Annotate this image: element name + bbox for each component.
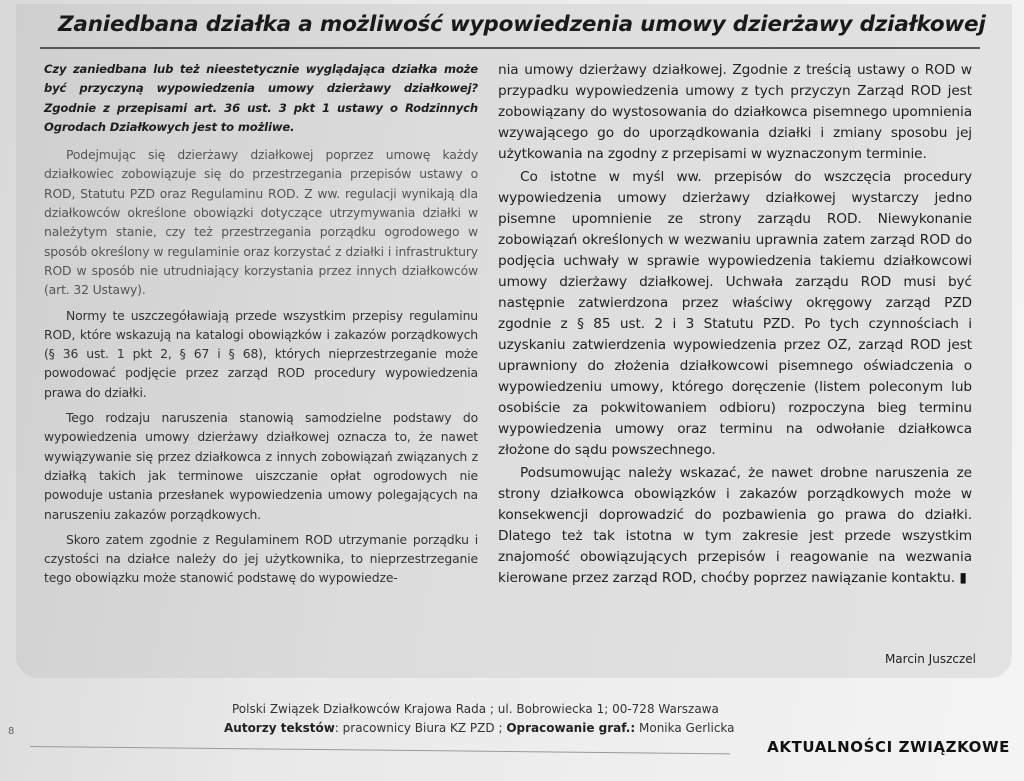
article-paragraph: Normy te uszczegóławiają przede wszystkim przepisy regulaminu ROD, które wskazują na katalogi obowiązków i zakazów porządkowych (§ 36 ust. 1 pkt 2, § 67 i § 68), których nieprzestrzeganie może powodować podjęcie przez zarząd ROD procedury wypowiedzenia prawa do działki.: [44, 307, 478, 400]
article-paragraph-continued: nia umowy dzierżawy działkowej. Zgodnie z treścią ustawy o ROD w przypadku wypowiedzenia umowy z tych przyczyn Zarząd ROD jest zobowiązany do wystosowania do działkowca pisemnego upomnienia wzywającego go do uporządkowania działki i zmiany sposobu jej użytkowania na zgodny z przepisami w wyznaczonym terminie.: [498, 62, 972, 162]
section-name: AKTUALNOŚCI ZWIĄZKOWE: [767, 738, 1010, 756]
footer-publisher: Polski Związek Działkowców Krajowa Rada ; ul. Bobrowiecka 1; 00-728 Warszawa: [232, 702, 719, 716]
article-lead: Czy zaniedbana lub też nieestetycznie wyglądająca działka może być przyczyną wypowiedzenia umowy dzierżawy działkowej? Zgodnie z przepisami art. 36 ust. 3 pkt 1 ustawy o Rodzinnych Ogrodach Działkowych jest to możliwe.: [44, 62, 478, 134]
footer-credits: [224, 719, 792, 738]
footer-graphics-label: Opracowanie graf.:: [506, 721, 636, 735]
article-column-left: [44, 60, 478, 588]
article-paragraph: Skoro zatem zgodnie z Regulaminem ROD utrzymanie porządku i czystości na działce należy do jej użytkownika, to nieprzestrzeganie tego obowiązku może stanowić podstawę do wypowiedze-: [44, 531, 478, 586]
page-footer: [224, 700, 792, 738]
footer-graphics-value: Monika Gerlicka: [639, 721, 735, 735]
article-paragraph: Tego rodzaju naruszenia stanowią samodzielne podstawy do wypowiedzenia umowy dzierżawy działkowej oznacza to, że nawet wywiązywanie się przez działkowca z innych zobowiązań związanych z działką takich jak terminowe uiszczanie opłat ogrodowych nie powoduje ustania przesłanek wypowiedzenia umowy polegających na naruszeniu zakazów porządkowych.: [44, 410, 478, 522]
title-underline: [40, 47, 980, 49]
article-paragraph: Co istotne w myśl ww. przepisów do wszczęcia procedury wypowiedzenia umowy dzierżawy działkowej wystarczy jedno pisemne upomnienie ze strony zarządu ROD. Niewykonanie zobowiązań określonych w wezwaniu uprawnia zatem zarząd ROD do podjęcia uchwały w sprawie wypowiedzenia takiemu działkowcowi umowy dzierżawy działkowej. Uchwała zarządu ROD musi być następnie zatwierdzona przez właściwy okręgowy zarząd PZD zgodnie z § 85 ust. 2 i 3 Statutu PZD. Po tych czynnościach i uzyskaniu zatwierdzenia wypowiedzenia przez OZ, zarząd ROD jest uprawniony do złożenia działkowcowi pisemnego oświadczenia o wypowiedzeniu umowy, którego doręczenie (listem poleconym lub osobiście za pokwitowaniem odbioru) rozpoczyna bieg terminu wypowiedzenia umowy oraz terminu na odwołanie działkowca złożone do sądu powszechnego.: [498, 169, 972, 458]
footer-rule: [30, 746, 730, 754]
article-author: Marcin Juszczel: [884, 652, 976, 666]
footer-authors-value: : pracownicy Biura KZ PZD ;: [334, 721, 503, 735]
article-paragraph-final: [498, 463, 972, 589]
article-column-right: [498, 60, 972, 589]
page-number: 8: [8, 726, 15, 737]
footer-authors-label: Autorzy tekstów: [224, 721, 335, 735]
article-title: Zaniedbana działka a możliwość wypowiedzenia umowy dzierżawy działkowej: [58, 12, 986, 37]
end-of-article-mark: ▮: [959, 570, 967, 586]
article-paragraph-text: Podsumowując należy wskazać, że nawet drobne naruszenia ze strony działkowca obowiązków i zakazów porządkowych może w konsekwencji doprowadzić do pozbawienia go prawa do działki. Dlatego też tak istotna w tym zakresie jest przede wszystkim znajomość obowiązujących przepisów i reagowanie na wezwania kierowane przez zarząd ROD, choćby poprzez nawiązanie kontaktu.: [498, 465, 972, 586]
article-paragraph: Podejmując się dzierżawy działkowej poprzez umowę każdy działkowiec zobowiązuje się do przestrzegania przepisów ustawy o ROD, Statutu PZD oraz Regulaminu ROD. Z ww. regulacji wynikają dla działkowców określone obowiązki dotyczące utrzymywania działki w należytym stanie, czy też przestrzegania porządku ogrodowego w sposób określony w regulaminie oraz korzystać z działki i infrastruktury ROD w sposób nie utrudniający korzystania przez innych działkowców (art. 32 Ustawy).: [44, 147, 478, 298]
